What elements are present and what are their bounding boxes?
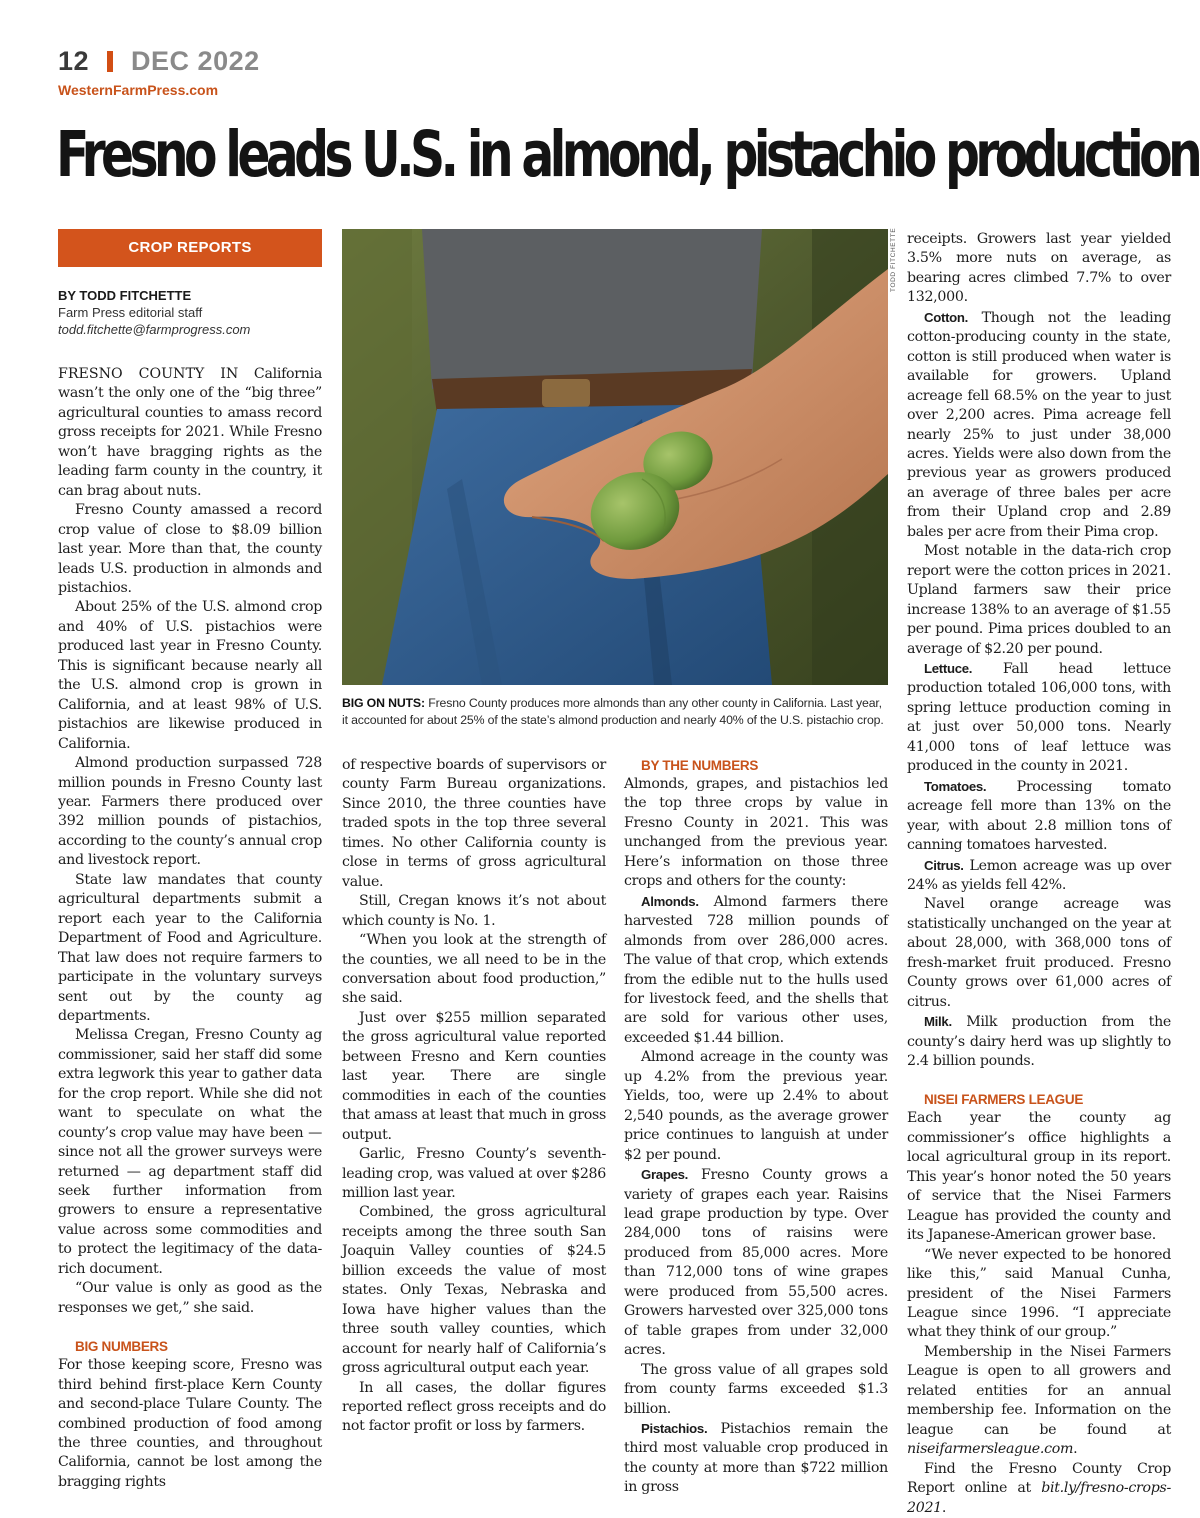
author-email[interactable]: todd.fitchette@farmprogress.com	[58, 322, 251, 337]
article-column-1	[58, 365, 322, 1492]
body-paragraph: Almonds. Almond farmers there harvested 728 million pounds of almonds from over 286,000 acres. The value of that crop, which extends from the edible nut to the hulls used for livestock feed, and the shells that are sold for various other uses, exceeded $1.44 billion.	[624, 893, 888, 1046]
body-paragraph: Most notable in the data-rich crop report were the cotton prices in 2021. Upland farmers saw their price increase 138% to an average of $1.55 per pound. Pima prices doubled to an average of $2.20 per pound.	[907, 543, 1171, 657]
body-paragraph: Citrus. Lemon acreage was up over 24% as yields fell 42%.	[907, 857, 1171, 893]
article-column-3	[624, 756, 888, 1498]
page-folio	[58, 46, 260, 77]
body-paragraph: Milk. Milk production from the county’s dairy herd was up slightly to 2.4 billion pounds.	[907, 1014, 1171, 1070]
photo-credit: TODD FITCHETTE	[890, 227, 897, 292]
body-paragraph: FRESNO COUNTY IN California wasn’t the only one of the “big three” agricultural counties to amass record gross receipts for 2021. While Fresno won’t have bragging rights as the leading farm county in the country, it can brag about nuts.	[58, 366, 323, 499]
lead-milk: Milk.	[924, 1014, 952, 1030]
body-paragraph: Find the Fresno County Crop Report online at bit.ly/fresno-crops-2021.	[907, 1460, 1171, 1516]
body-paragraph: Tomatoes. Processing tomato acreage fell more than 13% on the year, with about 2.8 million tons of canning tomatoes harvested.	[907, 778, 1171, 854]
body-paragraph: In all cases, the dollar figures reported reflect gross receipts and do not factor profit or loss by farmers.	[342, 1379, 606, 1435]
body-paragraph: Almonds, grapes, and pistachios led the top three crops by value in Fresno County in 2021. This was unchanged from the previous year. Here’s information on those three crops and others for the county:	[624, 776, 888, 890]
article-column-4	[907, 230, 1171, 1518]
body-paragraph: Garlic, Fresno County’s seventh-leading crop, was valued at over $286 million last year.	[342, 1146, 606, 1201]
body-paragraph: “Our value is only as good as the responses we get,” she said.	[58, 1280, 322, 1316]
body-paragraph: For those keeping score, Fresno was third behind first-place Kern County and second-place Tulare County. The combined production of food among the three counties, and throughout California, cannot be lost among the bragging rights	[58, 1357, 322, 1490]
website-url[interactable]: WesternFarmPress.com	[58, 82, 219, 98]
article-headline: Fresno leads U.S. in almond, pistachio production	[56, 118, 1199, 191]
body-paragraph: “When you look at the strength of the counties, we all need to be in the conversation about food production,” she said.	[342, 932, 606, 1007]
caption-text: Fresno County produces more almonds than any other county in California. Last year, it accounted for about 25% of the state’s almond production and nearly 40% of the U.S. pistachio crop.	[342, 696, 884, 727]
section-banner: CROP REPORTS	[58, 229, 322, 267]
article-column-2	[342, 756, 606, 1437]
lead-tomatoes: Tomatoes.	[924, 778, 987, 794]
body-paragraph: receipts. Growers last year yielded 3.5% more nuts on average, as bearing acres climbed 7.7% to over 132,000.	[907, 231, 1171, 306]
hand-holding-almonds-image	[342, 229, 888, 685]
byline	[58, 288, 322, 338]
body-paragraph: Almond acreage in the county was up 4.2% from the previous year. Yields, too, were up 2.4% to about 2,540 pounds, as the average grower price continues to languish at under $2 per pound.	[624, 1049, 888, 1163]
body-paragraph: Cotton. Though not the leading cotton-producing county in the state, cotton is still produced when water is available for growers. Upland acreage fell 68.5% on the year to just over 2,200 acres. Pima acreage fell nearly 25% to just under 38,000 acres. Yields were also down from the previous year as growers produced an average of three bales per acre from their Upland crop and 2.89 bales per acre from their Pima crop.	[907, 309, 1171, 540]
body-paragraph: Each year the county ag commissioner’s office highlights a local agricultural group in its report. This year’s honor noted the 50 years of service that the Nisei Farmers League has provided the county and its Japanese-American grower base.	[907, 1110, 1171, 1244]
body-paragraph: Just over $255 million separated the gross agricultural value reported between Fresno and Kern counties last year. There are single commodities in each of the counties that amass at least that much in gross output.	[342, 1009, 606, 1143]
folio-divider	[107, 51, 113, 72]
issue-date: DEC 2022	[131, 46, 260, 76]
intro-caps: FRESNO COUNTY IN	[58, 366, 239, 382]
body-paragraph: Almond production surpassed 728 million pounds in Fresno County last year. Farmers there produced over 392 million pounds of pistachios, according to the county’s annual crop and livestock report.	[58, 755, 322, 869]
body-paragraph: Membership in the Nisei Farmers League is open to all growers and related entities for an annual membership fee. Information on the league can be found at niseifarmersleague.com.	[907, 1343, 1171, 1458]
lead-cotton: Cotton.	[924, 309, 969, 325]
page-number: 12	[58, 46, 90, 76]
article-photo	[342, 229, 888, 685]
lead-lettuce: Lettuce.	[924, 660, 973, 676]
body-paragraph: Still, Cregan knows it’s not about which county is No. 1.	[342, 893, 606, 929]
lead-grapes: Grapes.	[641, 1167, 689, 1183]
body-paragraph: State law mandates that county agricultural departments submit a report each year to the California Department of Food and Agriculture. That law does not require farmers to participate in the voluntary surveys sent out by the county ag departments.	[58, 871, 322, 1024]
subhead-nisei-farmers-league: NISEI FARMERS LEAGUE	[924, 1092, 1084, 1108]
body-paragraph: The gross value of all grapes sold from county farms exceeded $1.3 billion.	[624, 1361, 888, 1417]
lead-almonds: Almonds.	[641, 893, 699, 909]
caption-lead: BIG ON NUTS:	[342, 696, 425, 710]
subhead-by-the-numbers: BY THE NUMBERS	[641, 758, 759, 773]
author-name: BY TODD FITCHETTE	[58, 288, 192, 303]
body-paragraph: of respective boards of supervisors or county Farm Bureau organizations. Since 2010, the three counties have traded spots in the top three several times. No other California county is close in terms of gross agricultural value.	[342, 757, 606, 890]
lead-pistachios: Pistachios.	[641, 1420, 708, 1436]
crop-report-link[interactable]: bit.ly/fresno-crops-2021	[907, 1480, 1171, 1516]
body-paragraph: Lettuce. Fall head lettuce production totaled 106,000 tons, with spring lettuce production coming in at just over 50,000 tons. Nearly 41,000 tons of leaf lettuce was produced in the county in 2021.	[907, 660, 1171, 775]
body-paragraph: “We never expected to be honored like this,” said Manual Cunha, president of the Nisei Farmers League since 1996. “I appreciate what they think of our group.”	[907, 1246, 1171, 1341]
body-paragraph: About 25% of the U.S. almond crop and 40% of U.S. pistachios were produced last year in Fresno County. This is significant because nearly all the U.S. almond crop is grown in California, and at least 98% of U.S. pistachios are likewise produced in California.	[58, 599, 322, 752]
nisei-league-link[interactable]: niseifarmersleague.com	[907, 1441, 1074, 1458]
body-paragraph: Grapes. Fresno County grows a variety of grapes each year. Raisins lead grape production by type. Over 284,000 tons of raisins were produced from 85,000 acres. More than 712,000 tons of wine grapes were produced from 55,500 acres. Growers harvested over 325,000 tons of table grapes from under 32,000 acres.	[624, 1167, 888, 1359]
body-paragraph: Melissa Cregan, Fresno County ag commissioner, said her staff did some extra legwork this year to gather data for the crop report. While she did not want to speculate on what the county’s crop value may have been — since not all the grower surveys were returned — ag department staff did seek further information from growers to ensure a representative value across some commodities and to protect the legitimacy of the data-rich document.	[58, 1027, 322, 1277]
photo-caption	[342, 695, 888, 729]
author-role: Farm Press editorial staff	[58, 305, 203, 320]
body-paragraph: Fresno County amassed a record crop value of close to $8.09 billion last year. More than that, the county leads U.S. production in almonds and pistachios.	[58, 502, 322, 596]
body-paragraph: Combined, the gross agricultural receipts among the three south San Joaquin Valley counties of $24.5 billion exceeds the value of most states. Only Texas, Nebraska and Iowa have higher values than the three south valley counties, which account for nearly half of California’s gross agricultural output each year.	[342, 1204, 606, 1377]
lead-citrus: Citrus.	[924, 857, 964, 873]
body-paragraph: Navel orange acreage was statistically unchanged on the year at about 28,000, with 368,000 tons of fresh-market fruit produced. Fresno County grows over 61,000 acres of citrus.	[907, 896, 1171, 1010]
subhead-big-numbers: BIG NUMBERS	[75, 1339, 168, 1355]
body-paragraph: Pistachios. Pistachios remain the third most valuable crop produced in the county at more than $722 million in gross	[624, 1420, 888, 1496]
